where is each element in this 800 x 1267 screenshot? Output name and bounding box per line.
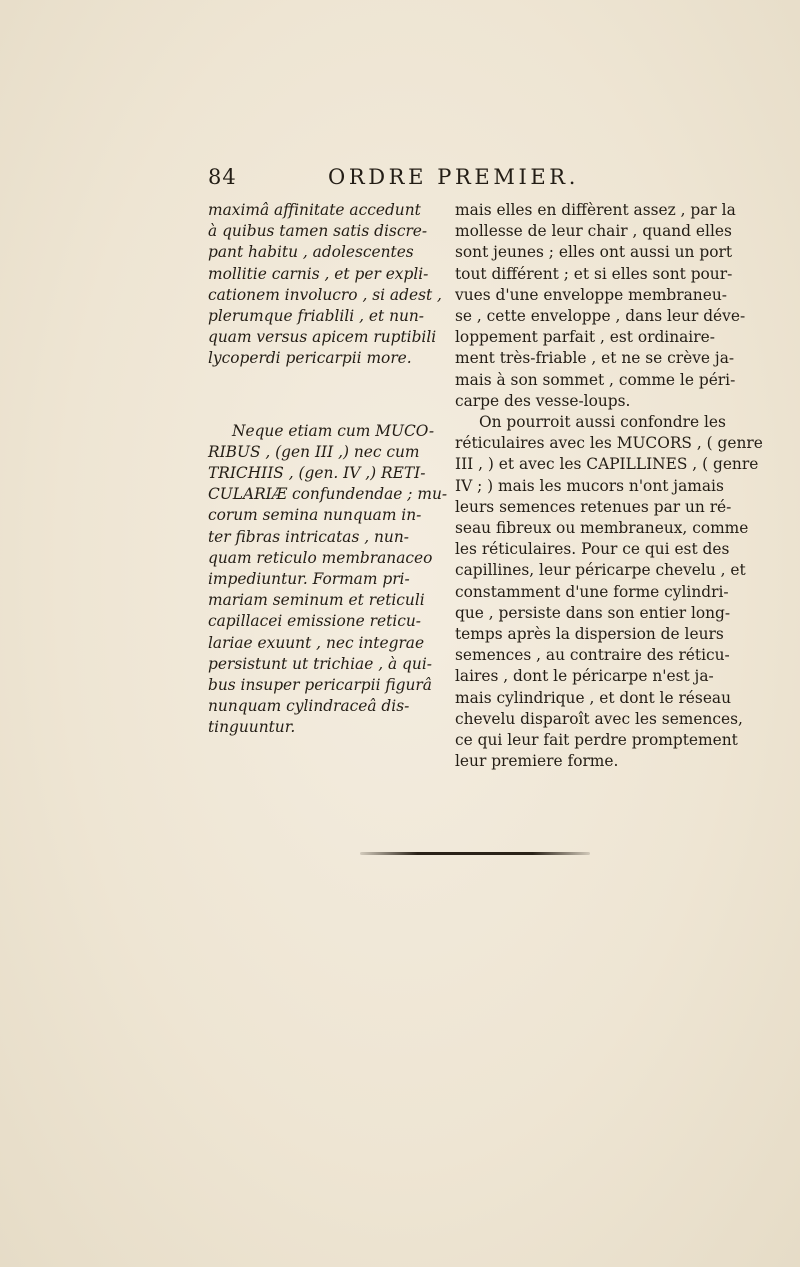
text-line: que , persiste dans son entier long-	[455, 603, 731, 622]
text-line: quam reticulo membranaceo	[208, 548, 433, 567]
text-line: vues d'une enveloppe membraneu-	[455, 285, 727, 304]
latin-paragraph-2	[208, 421, 448, 739]
text-line: CULARIÆ confundendae ; mu-	[208, 485, 448, 504]
french-paragraph-2	[455, 412, 763, 772]
text-line: tinguuntur.	[208, 718, 296, 737]
text-line: IV ; ) mais les mucors n'ont jamais	[455, 476, 724, 495]
text-line: impediuntur. Formam pri-	[208, 570, 410, 589]
text-line: Neque etiam cum MUCO-	[232, 421, 435, 440]
text-line: mollitie carnis , et per expli-	[208, 264, 429, 283]
text-line: semences , au contraire des réticu-	[455, 646, 730, 665]
text-line: réticulaires avec les MUCORS , ( genre	[455, 434, 763, 453]
text-line: ce qui leur fait perdre promptement	[455, 731, 738, 750]
latin-paragraph-1	[208, 200, 448, 370]
text-line: ter fibras intricatas , nun-	[208, 527, 409, 546]
text-line: loppement parfait , est ordinaire-	[455, 328, 715, 347]
french-column	[455, 200, 763, 772]
text-line: ment très-friable , et ne se crève ja-	[455, 349, 735, 368]
page-header	[208, 165, 608, 195]
text-line: capillines, leur péricarpe chevelu , et	[455, 561, 746, 580]
paragraph-gap	[208, 370, 448, 421]
text-line: les réticulaires. Pour ce qui est des	[455, 540, 730, 559]
french-paragraph-1	[455, 200, 746, 412]
text-line: corum semina nunquam in-	[208, 506, 422, 525]
text-line: plerumque friablili , et nun-	[208, 307, 425, 326]
text-line: sont jeunes ; elles ont aussi un port	[455, 243, 733, 262]
text-line: se , cette enveloppe , dans leur déve-	[455, 307, 746, 326]
latin-column	[208, 200, 448, 739]
text-line: constamment d'une forme cylindri-	[455, 582, 729, 601]
text-line: cationem involucro , si adest ,	[208, 285, 442, 304]
text-line: On pourroit aussi confondre les	[479, 413, 726, 432]
text-line: mais elles en diffèrent assez , par la	[455, 201, 736, 219]
text-line: III , ) et avec les CAPILLINES , ( genre	[455, 455, 759, 474]
text-line: tout différent ; et si elles sont pour-	[455, 264, 733, 283]
text-line: mariam seminum et reticuli	[208, 591, 425, 610]
text-line: pant habitu , adolescentes	[208, 243, 414, 262]
text-line: quam versus apicem ruptibili	[208, 328, 437, 347]
text-line: mollesse de leur chair , quand elles	[455, 222, 732, 241]
page-number: 84	[208, 165, 237, 189]
text-line: lycoperdi pericarpii more.	[208, 349, 412, 368]
text-line: chevelu disparoît avec les semences,	[455, 709, 743, 728]
section-end-rule	[360, 852, 590, 855]
text-line: leurs semences retenues par un ré-	[455, 497, 732, 516]
text-line: mais à son sommet , comme le péri-	[455, 370, 736, 389]
text-line: RIBUS , (gen III ,) nec cum	[208, 442, 420, 461]
running-head: ORDRE PREMIER.	[328, 165, 579, 189]
text-line: laires , dont le péricarpe n'est ja-	[455, 667, 714, 686]
text-line: nunquam cylindraceâ dis-	[208, 697, 410, 716]
text-line: à quibus tamen satis discre-	[208, 222, 428, 241]
text-line: persistunt ut trichiae , à qui-	[208, 654, 432, 673]
text-line: leur premiere forme.	[455, 752, 619, 771]
text-line: bus insuper pericarpii figurâ	[208, 676, 432, 695]
text-line: seau fibreux ou membraneux, comme	[455, 519, 749, 538]
text-line: capillacei emissione reticu-	[208, 612, 421, 631]
text-line: carpe des vesse-loups.	[455, 391, 631, 410]
text-line: maximâ affinitate accedunt	[208, 201, 421, 219]
text-line: lariae exuunt , nec integrae	[208, 633, 425, 652]
text-line: mais cylindrique , et dont le réseau	[455, 688, 732, 707]
text-line: TRICHIIS , (gen. IV ,) RETI-	[208, 464, 426, 483]
text-line: temps après la dispersion de leurs	[455, 625, 724, 644]
